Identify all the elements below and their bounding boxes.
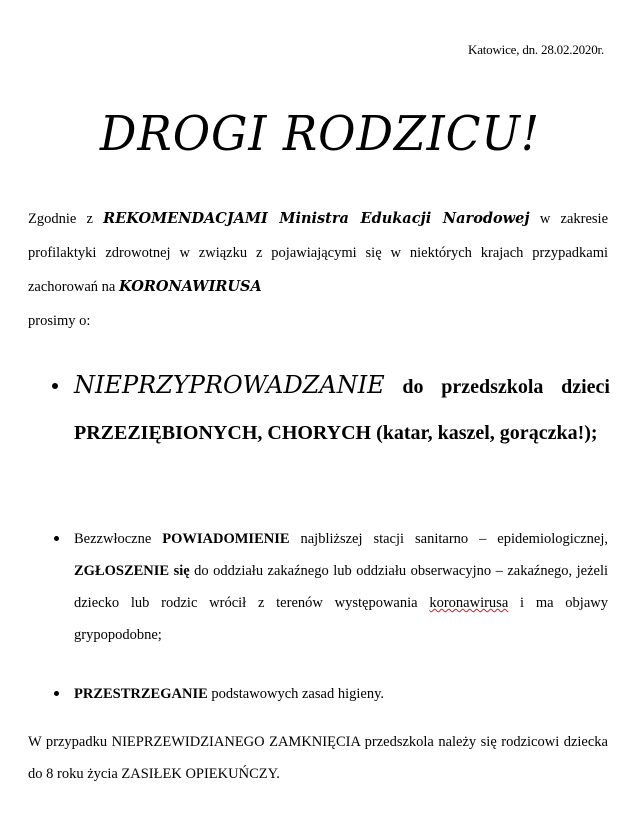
bullet-1-text: do przedszkola dzieci PRZEZIĘBIONYCH, CHORYCH (katar, kaszel, gorączka!); — [74, 376, 610, 444]
bullet-dot-2 — [54, 536, 59, 541]
bullet-3-bold: PRZESTRZEGANIE — [74, 686, 208, 702]
bullet-2-bold-1: POWIADOMIENIE — [162, 531, 290, 547]
bullet-2-text-4: i ma objawy grypopodobne; — [74, 595, 608, 643]
bullet-2-text-1: Bezzwłoczne — [74, 531, 152, 547]
bullet-item-3 — [74, 678, 608, 710]
bullet-3-text: podstawowych zasad higieny. — [211, 686, 385, 702]
bullet-2-misspelled-word: koronawirusa — [429, 595, 509, 611]
intro-text-1: Zgodnie z — [28, 211, 93, 227]
intro-paragraph — [28, 202, 608, 338]
bullet-2-text-3: do oddziału zakaźnego lub oddziału obserwacyjno – zakaźnego, jeżeli dziecko lub rodzic wrócił z terenów występowania — [74, 563, 609, 611]
closing-paragraph: W przypadku NIEPRZEWIDZIANEGO ZAMKNIĘCIA przedszkola należy się rodzicowi dziecka do 8 roku życia ZASIŁEK OPIEKUŃCZY. — [28, 734, 608, 782]
bullet-2-bold-2: ZGŁOSZENIE się — [74, 563, 190, 579]
bullet-1-emphasis: NIEPRZYPROWADZANIE — [74, 371, 385, 399]
intro-emphasis-ministry: REKOMENDACJAMI Ministra Edukacji Narodowej — [103, 210, 530, 227]
intro-text-3: prosimy o: — [28, 313, 91, 329]
intro-text-2: w zakresie profilaktyki zdrowotnej w związku z pojawiającymi się w niektórych krajach przypadkami zachorowań na — [28, 211, 609, 295]
bullet-2-text-2: najbliższej stacji sanitarno – epidemiologicznej, — [300, 531, 609, 547]
bullet-item-1 — [74, 362, 610, 456]
bullet-item-2 — [74, 523, 608, 651]
bullet-dot-3 — [54, 691, 59, 696]
bullet-dot-1 — [52, 383, 58, 389]
intro-emphasis-virus: KORONAWIRUSA — [118, 278, 262, 295]
date-line: Katowice, dn. 28.02.2020r. — [468, 42, 604, 57]
page-title: DROGI RODZICU! — [99, 106, 541, 162]
